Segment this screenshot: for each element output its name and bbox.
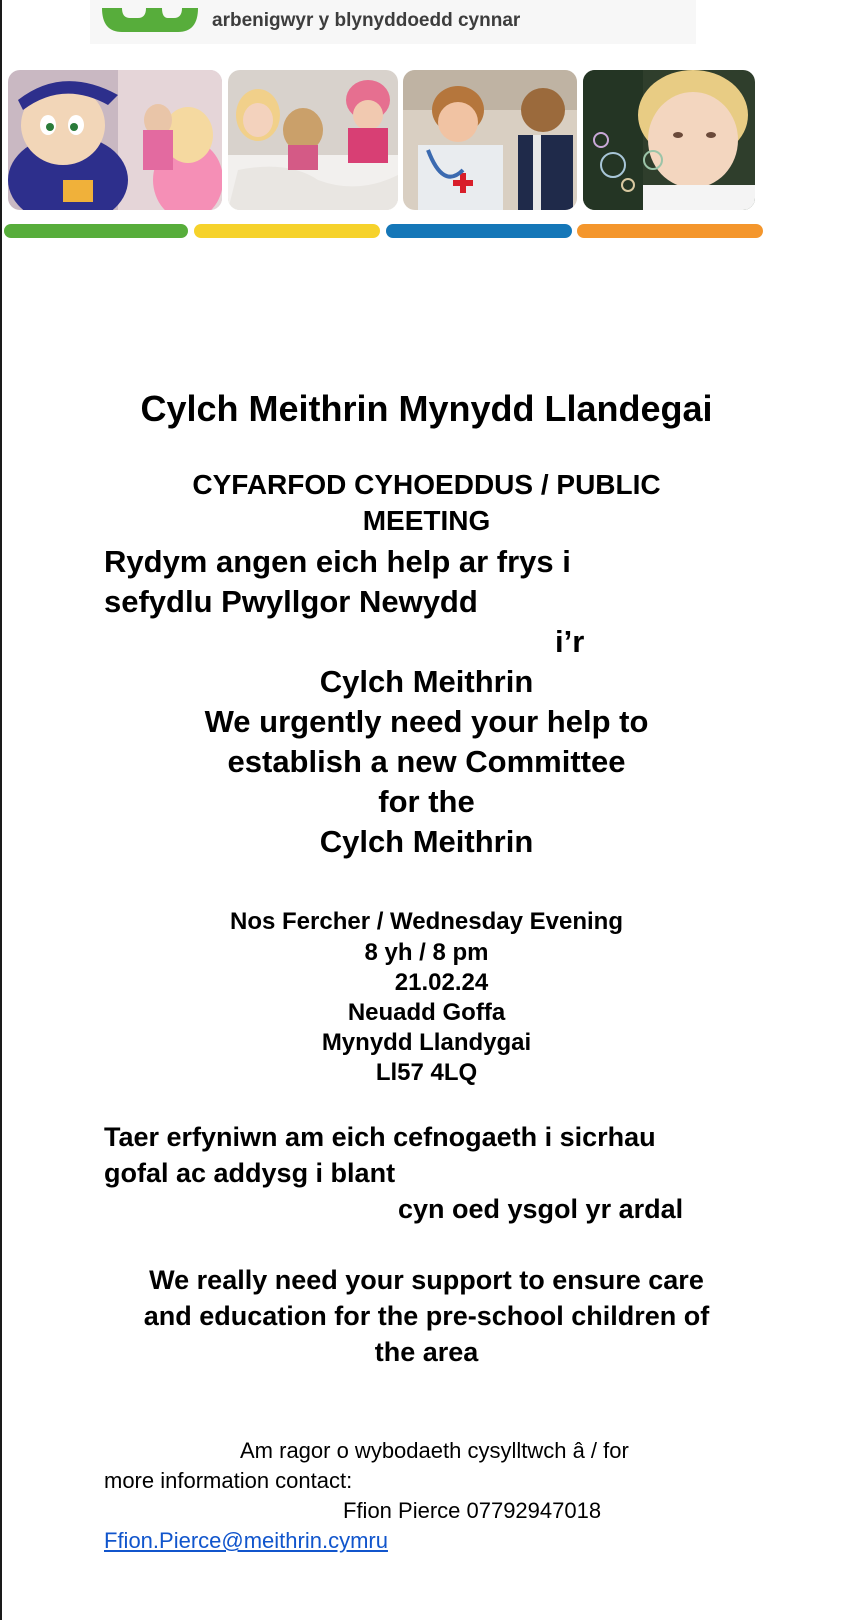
- contact-person: Ffion Pierce 07792947018: [343, 1498, 602, 1523]
- event-place: Mynydd Llandygai: [321, 1029, 532, 1056]
- photo-mascot-and-children: [8, 70, 222, 210]
- meeting-heading-line-1: CYFARFOD CYHOEDDUS / PUBLIC: [192, 469, 661, 500]
- welsh-support-line-2: gofal ac addysg i blant: [104, 1158, 396, 1188]
- english-support-line-1: We really need your support to ensure care: [149, 1265, 704, 1295]
- event-venue: Neuadd Goffa: [347, 999, 506, 1026]
- event-postcode: Ll57 4LQ: [375, 1059, 478, 1086]
- welsh-help-line-1: Rydym angen eich help ar frys i: [104, 544, 571, 579]
- brand-bar-yellow: [194, 224, 380, 238]
- welsh-support-line-3: cyn oed ysgol yr ardal: [398, 1194, 684, 1224]
- event-day: Nos Fercher / Wednesday Evening: [229, 908, 623, 935]
- brand-bar-orange: [577, 224, 763, 238]
- welsh-support-line-1: Taer erfyniwn am eich cefnogaeth i sicrhau: [104, 1122, 656, 1152]
- english-support-line-2: and education for the pre-school children of: [143, 1301, 710, 1331]
- english-help-line-4: Cylch Meithrin: [319, 824, 534, 859]
- welsh-help-line-3: i’r: [555, 624, 585, 659]
- brand-bar-green: [4, 224, 188, 238]
- event-date: 21.02.24: [394, 969, 489, 996]
- english-help-line-1: We urgently need your help to: [204, 704, 649, 739]
- welsh-help-line-2: sefydlu Pwyllgor Newydd: [104, 584, 478, 619]
- event-time: 8 yh / 8 pm: [364, 939, 489, 966]
- contact-line-2: more information contact:: [104, 1468, 353, 1493]
- brand-bar-blue: [386, 224, 572, 238]
- cylch-meithrin-logo: [100, 0, 200, 34]
- contact-email-link[interactable]: Ffion.Pierce@meithrin.cymru: [104, 1528, 388, 1553]
- english-support-line-3: the area: [374, 1337, 479, 1367]
- contact-line-1: Am ragor o wybodaeth cysylltwch â / for: [240, 1438, 629, 1463]
- header-tagline: arbenigwyr y blynyddoedd cynnar: [212, 10, 521, 31]
- photo-child-in-doctor-costume: [403, 70, 577, 210]
- english-help-line-3: for the: [378, 784, 475, 819]
- photo-children-painting: [228, 70, 398, 210]
- meeting-heading-line-2: MEETING: [362, 505, 491, 536]
- page-title: Cylch Meithrin Mynydd Llandegai: [140, 388, 713, 429]
- photo-child-blowing-bubbles: [583, 70, 755, 210]
- welsh-help-line-4: Cylch Meithrin: [319, 664, 534, 699]
- english-help-line-2: establish a new Committee: [227, 744, 626, 779]
